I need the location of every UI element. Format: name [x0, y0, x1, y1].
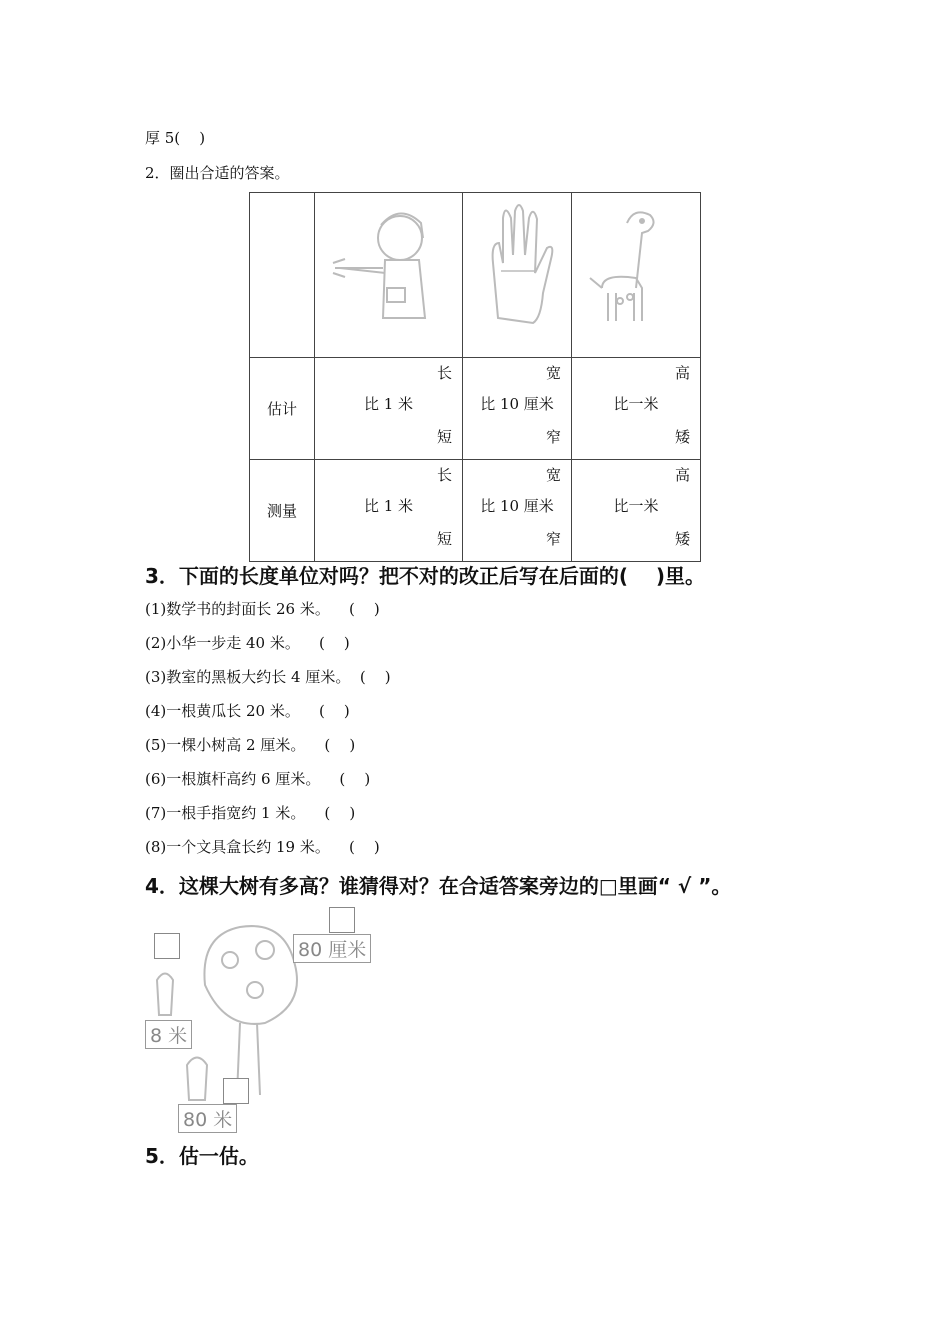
option-narrow[interactable]: 窄 [545, 530, 561, 548]
option-short[interactable]: 短 [436, 530, 452, 548]
option-label: 比 1 米 [363, 497, 414, 515]
picture-cell-hand [463, 193, 572, 358]
corner-cell [250, 193, 315, 358]
option-tall[interactable]: 高 [674, 466, 690, 484]
measure-hand-cell[interactable] [463, 460, 572, 562]
option-short[interactable]: 矮 [674, 530, 690, 548]
q3-item: (7)一根手指宽约 1 米。 ( ) [145, 804, 356, 822]
q4-title: 4．这棵大树有多高？谁猜得对？在合适答案旁边的□里画“ √ ”。 [145, 874, 732, 898]
q3-item: (6)一根旗杆高约 6 厘米。 ( ) [145, 770, 371, 788]
measure-giraffe-cell[interactable] [572, 460, 701, 562]
child-arm-icon [315, 193, 462, 353]
top-line: 厚 5( ) [145, 129, 206, 147]
option-label: 比 10 厘米 [480, 395, 554, 413]
row-label-estimate: 估计 [250, 358, 315, 460]
option-wide[interactable]: 宽 [545, 364, 561, 382]
option-label: 比 1 米 [363, 395, 414, 413]
option-tall[interactable]: 高 [674, 364, 690, 382]
picture-cell-giraffe [572, 193, 701, 358]
estimate-giraffe-cell[interactable] [572, 358, 701, 460]
q3-item: (2)小华一步走 40 米。 ( ) [145, 634, 350, 652]
option-short[interactable]: 矮 [674, 428, 690, 446]
option-short[interactable]: 短 [436, 428, 452, 446]
option-label: 比一米 [613, 395, 659, 413]
q3-item: (3)教室的黑板大约长 4 厘米。 ( ) [145, 668, 391, 686]
q2-title: 2．圈出合适的答案。 [145, 164, 290, 182]
q3-item: (4)一根黄瓜长 20 米。 ( ) [145, 702, 350, 720]
checkbox-8m[interactable] [154, 933, 180, 959]
option-8m: 8 米 [145, 1020, 192, 1049]
giraffe-icon [572, 193, 700, 353]
q3-item: (5)一棵小树高 2 厘米。 ( ) [145, 736, 356, 754]
estimate-hand-cell[interactable] [463, 358, 572, 460]
picture-cell-arm [315, 193, 463, 358]
option-80cm: 80 厘米 [293, 934, 371, 963]
checkbox-80cm[interactable] [329, 907, 355, 933]
estimate-table [249, 192, 701, 562]
row-label-measure: 测量 [250, 460, 315, 562]
option-narrow[interactable]: 窄 [545, 428, 561, 446]
measure-arm-cell[interactable] [315, 460, 463, 562]
checkbox-80m[interactable] [223, 1078, 249, 1104]
hand-icon [463, 193, 571, 353]
option-80m: 80 米 [178, 1104, 237, 1133]
q3-item: (8)一个文具盒长约 19 米。 ( ) [145, 838, 380, 856]
estimate-arm-cell[interactable] [315, 358, 463, 460]
q3-title: 3．下面的长度单位对吗？把不对的改正后写在后面的( )里。 [145, 564, 706, 588]
option-label: 比一米 [613, 497, 659, 515]
q5-title: 5．估一估。 [145, 1144, 259, 1168]
q3-item: (1)数学书的封面长 26 米。 ( ) [145, 600, 380, 618]
option-wide[interactable]: 宽 [545, 466, 561, 484]
option-label: 比 10 厘米 [480, 497, 554, 515]
option-long[interactable]: 长 [436, 364, 452, 382]
option-long[interactable]: 长 [436, 466, 452, 484]
